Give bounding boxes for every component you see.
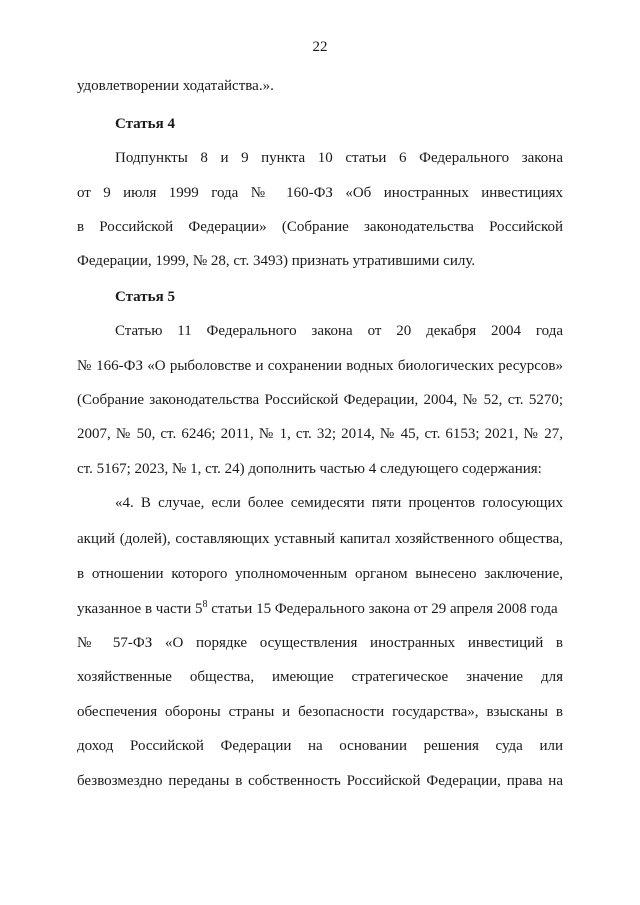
article-5-heading: Статья 5 [115,289,175,305]
text-line: хозяйственные общества, имеющие стратегическое значение для [77,669,563,685]
text-line: Статью 11 Федерального закона от 20 декабря 2004 года [115,323,563,339]
text-line: удовлетворении ходатайства.». [77,78,274,94]
text-line: в отношении которого уполномоченным органом вынесено заключение, [77,566,563,582]
text-line: акций (долей), составляющих уставный капитал хозяйственного общества, [77,531,563,547]
text-line: от 9 июля 1999 года № 160-ФЗ «Об иностранных инвестициях [77,185,563,201]
text-line: № 57-ФЗ «О порядке осуществления иностранных инвестиций в [77,635,563,651]
text-line: 2007, № 50, ст. 6246; 2011, № 1, ст. 32; 2014, № 45, ст. 6153; 2021, № 27, [77,426,563,442]
text-line: № 166-ФЗ «О рыболовстве и сохранении водных биологических ресурсов» [77,358,563,374]
text-line: Федерации, 1999, № 28, ст. 3493) признать утратившими силу. [77,253,476,269]
text-line: Подпункты 8 и 9 пункта 10 статьи 6 Федерального закона [115,150,563,166]
page-number: 22 [312,39,328,55]
text-line: доход Российской Федерации на основании решения суда или [77,738,563,754]
text-line: обеспечения обороны страны и безопасности государства», взысканы в [77,704,563,720]
superscript: 8 [202,599,208,610]
text-fragment: указанное в части 5 [77,601,203,617]
text-line: в Российской Федерации» (Собрание законодательства Российской [77,219,563,235]
text-line: «4. В случае, если более семидесяти пяти процентов голосующих [115,495,563,511]
text-line: ст. 5167; 2023, № 1, ст. 24) дополнить частью 4 следующего содержания: [77,461,542,477]
text-fragment: статьи 15 Федерального закона от 29 апреля 2008 года [207,601,558,617]
text-line: (Собрание законодательства Российской Федерации, 2004, № 52, ст. 5270; [77,392,563,408]
text-line: безвозмездно переданы в собственность Российской Федерации, права на [77,773,563,789]
article-4-heading: Статья 4 [115,116,175,132]
text-line [77,600,563,618]
